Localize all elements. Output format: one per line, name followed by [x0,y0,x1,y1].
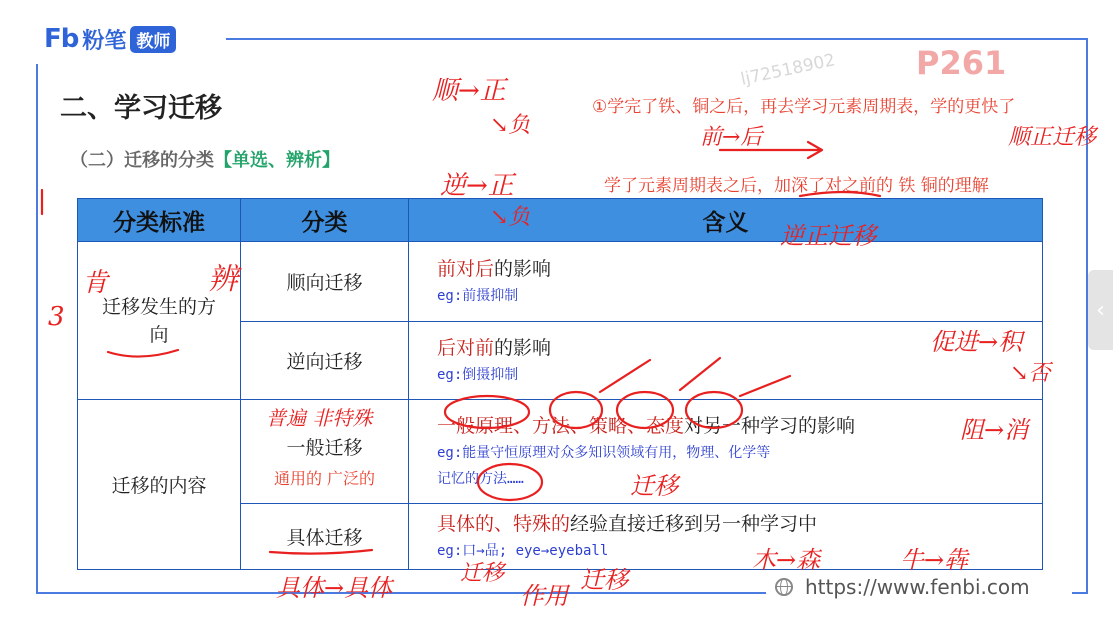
hw-note-function: 作用 [520,582,568,610]
example-text: eg:口→品; eye→eyeball [437,542,609,559]
hw-note-promote: 促进→积 [930,328,1023,356]
question-type-tag: 【单选、辨析】 [214,150,340,171]
frame-left-line [36,64,38,594]
globe-icon [775,578,793,596]
side-panel-toggle[interactable] [1088,270,1113,350]
hw-note-hinder: 阻→消 [960,416,1029,444]
brand-name: 粉笔 [82,28,127,54]
category-specific-transfer: 具体迁移 [241,504,409,570]
definition-key: 前对后 [437,257,495,280]
hw-note-backward: 逆→正 [440,171,514,201]
definition-key: 后对前 [437,336,495,359]
website-url[interactable] [775,575,1030,599]
annotation-note-1: ①学完了铁、铜之后，再去学习元素周期表，学的更快了 [592,97,1016,117]
table-header-row [78,199,1043,242]
category-forward-transfer: 顺向迁移 [241,242,409,322]
hw-note-transfer-bottom: 迁移 [580,566,628,594]
hw-note-wood-forest: 木→森 [752,546,821,574]
chevron-left-icon: ‹ [1096,297,1105,323]
category-general-note: 通用的 广泛的 [273,468,376,488]
brand-badge: 教师 [130,26,176,53]
hw-note-backward-positive: 逆正迁移 [780,222,876,250]
definition-key: 具体的、特殊的 [437,512,571,535]
brand-fb-mark: Fb [44,24,79,54]
hw-note-general: 普遍 非特殊 [266,406,373,430]
definition-rest: 的影响 [494,257,552,280]
section-subtitle [70,146,340,172]
frame-top-line [226,38,1088,40]
watermark: lj72518902 [738,50,838,90]
hw-note-front-back: 前→后 [700,125,763,150]
header-meaning: 含义 [409,199,1043,242]
standard-content: 迁移的内容 [78,400,241,570]
table-row [78,400,1043,504]
example-text-2: 记忆的方法…… [437,470,524,487]
definition-text [437,255,1042,283]
hw-note-ken: 肯 [82,268,109,298]
hw-note-transfer-mid: 迁移 [630,472,678,500]
definition-text [437,510,1042,538]
hw-note-forward-neg: ↘负 [490,113,531,138]
frame-bottom-line [36,592,766,594]
definition-rest: 经验直接迁移到另一种学习中 [570,512,818,535]
brand-logo [44,24,176,54]
category-backward-transfer: 逆向迁移 [241,322,409,400]
frame-bottom-line-right [1072,592,1086,594]
annotation-note-2: 学了元素周期表之后，加深了对之前的 铁 铜的理解 [604,176,989,196]
page-title: 二、学习迁移 [60,93,222,124]
hw-note-bian: 辨 [208,262,238,297]
hw-note-forward: 顺→正 [432,76,506,106]
definition-key: 一般原理、方法、策略、态度 [437,414,685,437]
definition-rest: 的影响 [494,336,552,359]
definition-cell [409,242,1043,322]
example-text: eg:倒摄抑制 [437,366,519,383]
definition-text [437,412,1042,440]
example-text: eg:前摄抑制 [437,287,519,304]
hw-note-forward-positive: 顺正迁移 [1008,125,1097,150]
header-category: 分类 [241,199,409,242]
category-general-label: 一般迁移 [286,436,363,459]
hw-note-negative: ↘否 [1010,361,1051,386]
example-text: eg:能量守恒原理对众多知识领域有用，物理、化学等 [437,444,771,461]
hw-note-three: 3 [48,302,65,332]
hw-note-backward-neg: ↘负 [490,205,531,230]
definition-cell [409,400,1043,504]
hw-note-transfer-low: 迁移 [460,561,505,586]
page-number: P261 [916,44,1007,82]
subtitle-text: （二）迁移的分类 [70,150,214,171]
hw-note-specific: 具体→具体 [276,574,393,602]
header-standard: 分类标准 [78,199,241,242]
hw-note-ox: 牛→犇 [900,546,969,574]
standard-direction-text: 迁移发生的方向 [101,295,216,346]
website-url-text: https://www.fenbi.com [805,575,1030,599]
definition-rest: 对另一种学习的影响 [684,414,856,437]
